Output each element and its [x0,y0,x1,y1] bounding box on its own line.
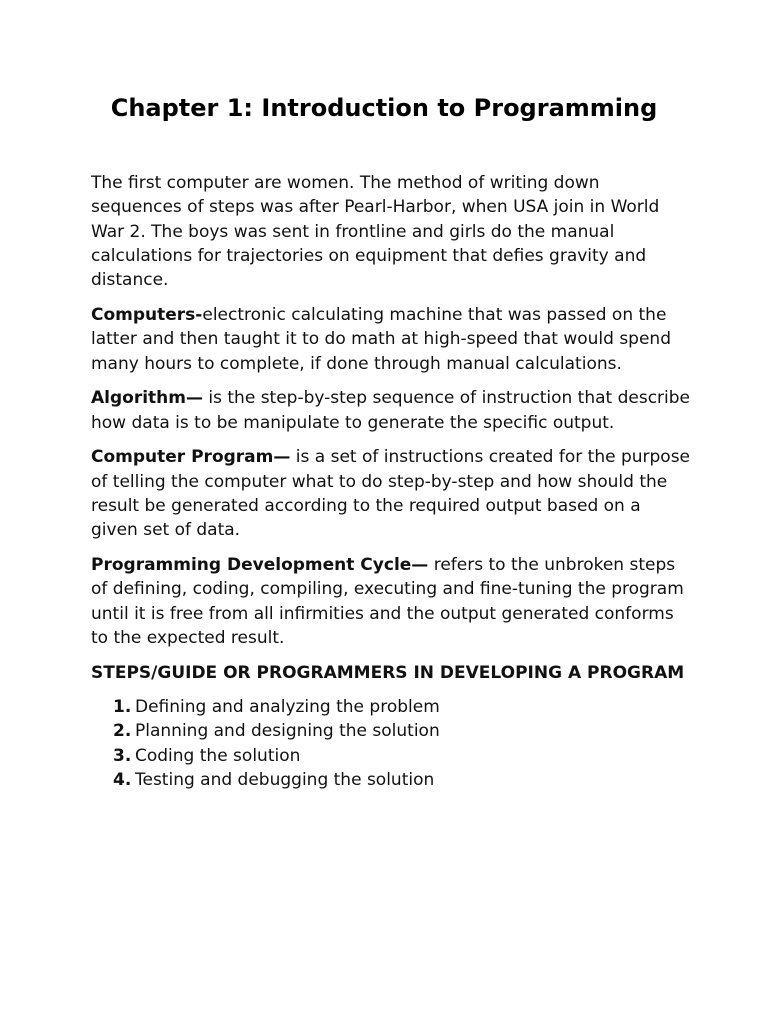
step-text: Coding the solution [135,745,301,766]
definition-programming-development-cycle [91,553,691,650]
steps-list [91,695,691,792]
definition-computers [91,303,691,376]
step-number: 2. [113,721,132,742]
steps-heading: STEPS/GUIDE OR PROGRAMMERS IN DEVELOPING A PROGRAM [91,662,685,683]
intro-paragraph: The first computer are women. The method of writing down sequences of steps was after Pearl-Harbor, when USA join in World War 2. The boys was sent in frontline and girls do the manual calculations for trajectories on equipment that defies gravity and distance. [91,173,660,291]
definition-algorithm [91,386,691,435]
definition-term: Algorithm— [91,388,203,409]
step-text: Planning and designing the solution [135,721,440,742]
list-item [113,768,691,792]
page-title: Chapter 1: Introduction to Programming [110,94,658,122]
list-item [113,744,691,768]
definition-text: refers to the unbroken steps of defining, coding, compiling, executing and fine-tuning the program until it is free from all infirmities and the output generated conforms to the expected result. [91,555,684,649]
list-item [113,695,691,719]
definition-term: Programming Development Cycle— [91,555,429,576]
step-text: Testing and debugging the solution [135,770,435,791]
step-number: 3. [113,745,132,766]
step-text: Defining and analyzing the problem [135,697,440,718]
definition-text: is the step-by-step sequence of instruction that describe how data is to be manipulate to generate the specific output. [91,388,691,433]
definition-term: Computer Program— [91,447,291,468]
definition-text: electronic calculating machine that was passed on the latter and then taught it to do math at high-speed that would spend many hours to complete, if done through manual calculations. [91,304,672,374]
list-item [113,719,691,743]
step-number: 4. [113,770,132,791]
definition-term: Computers- [91,304,203,325]
definition-computer-program [91,445,691,542]
document-body [91,171,691,792]
definition-text: is a set of instructions created for the purpose of telling the computer what to do step-by-step and how should the result be generated according to the required output based on a given set of data. [91,447,691,541]
step-number: 1. [113,697,132,718]
